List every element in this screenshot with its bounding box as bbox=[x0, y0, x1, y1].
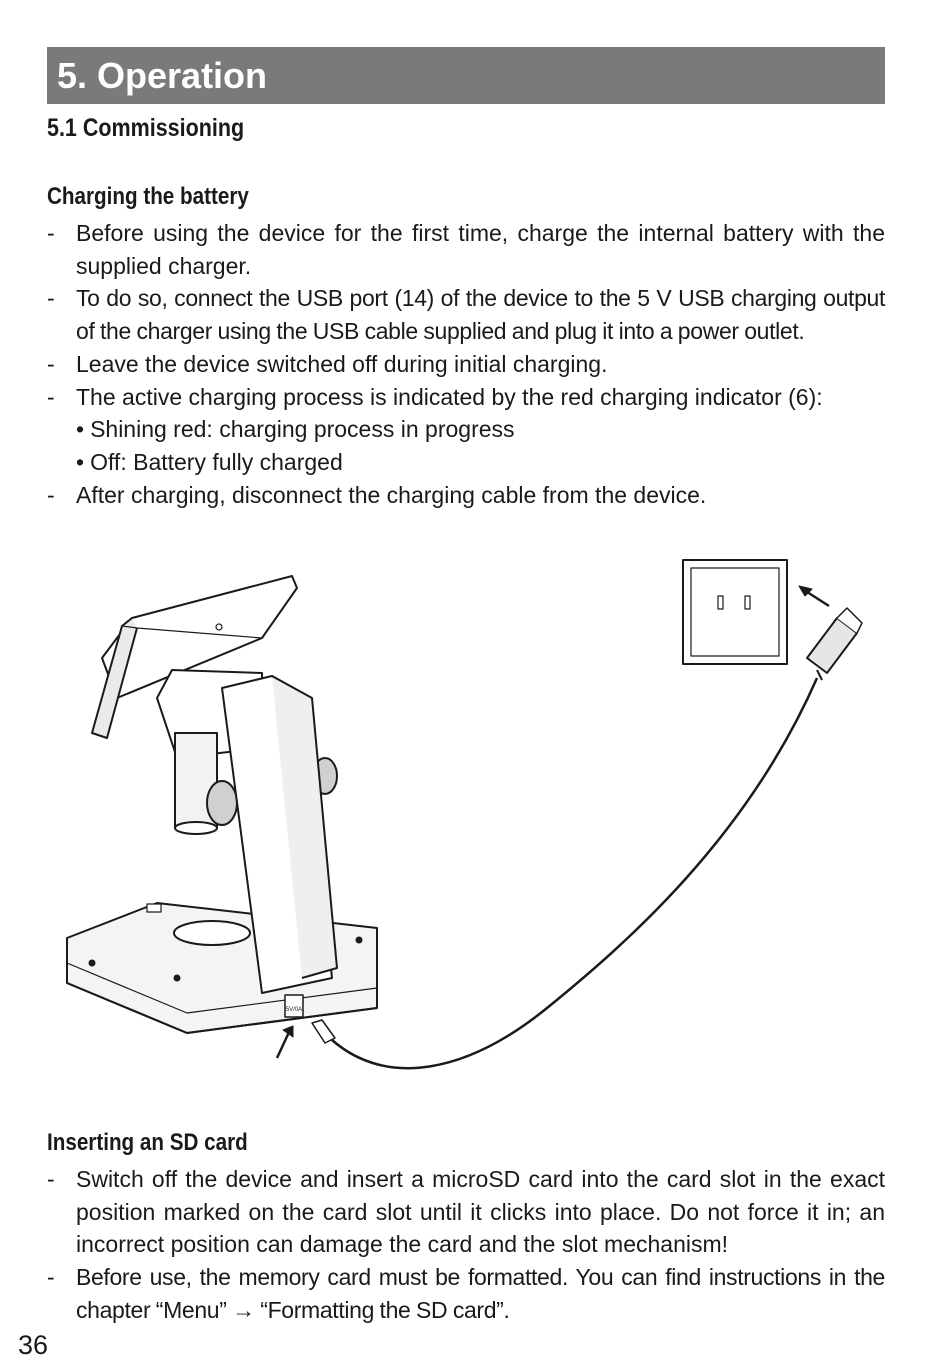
usb-cable-icon bbox=[312, 1020, 335, 1043]
dash-mark: - bbox=[47, 1264, 55, 1291]
dash-mark: - bbox=[47, 481, 55, 508]
list-item bbox=[47, 479, 885, 512]
charger-adapter-icon bbox=[807, 608, 862, 680]
charging-list bbox=[47, 217, 885, 511]
bullet-mark: • bbox=[76, 416, 85, 443]
bullet-text: Off: Battery fully charged bbox=[90, 448, 343, 475]
bullet-text: Shining red: charging process in progress bbox=[90, 416, 515, 443]
list-item-text: To do so, connect the USB port (14) of the device to the 5 V USB charging output of the charger using the USB cable supplied and plug it into a power outlet. bbox=[76, 285, 885, 345]
list-item bbox=[47, 217, 885, 282]
charging-illustration bbox=[47, 548, 885, 1088]
list-item-text: Leave the device switched off during initial charging. bbox=[76, 350, 608, 377]
dash-mark: - bbox=[47, 350, 55, 377]
list-item-text: Before use, the memory card must be formatted. You can find instructions in the chapter “Menu” → “Formatting the SD card”. bbox=[76, 1264, 885, 1323]
port-label: 5V/0A bbox=[285, 1007, 303, 1013]
section-title: 5. Operation bbox=[57, 55, 268, 96]
bullet-item bbox=[47, 446, 885, 479]
section-header-band bbox=[47, 47, 885, 104]
microscope-illustration bbox=[47, 548, 885, 1088]
subsection-title: 5.1 Commissioning bbox=[47, 114, 245, 142]
list-item-text: The active charging process is indicated by the red charging indicator (6): bbox=[76, 383, 823, 410]
charging-heading: Charging the battery bbox=[47, 183, 249, 210]
wall-socket-icon bbox=[683, 560, 787, 664]
dash-mark: - bbox=[47, 383, 55, 410]
list-item bbox=[47, 1261, 885, 1326]
bullet-mark: • bbox=[76, 448, 85, 475]
list-item-text: Before using the device for the first time, charge the internal battery with the supplied charger. bbox=[76, 220, 885, 279]
page-number: 36 bbox=[18, 1330, 49, 1360]
arrow-icon bbox=[277, 1030, 290, 1058]
sdcard-list bbox=[47, 1163, 885, 1327]
list-item bbox=[47, 1163, 885, 1261]
sdcard-heading: Inserting an SD card bbox=[47, 1129, 248, 1156]
list-item-text: After charging, disconnect the charging cable from the device. bbox=[76, 481, 707, 508]
list-item bbox=[47, 348, 885, 381]
list-item bbox=[47, 282, 885, 347]
bullet-item bbox=[47, 413, 885, 446]
list-item-text: Switch off the device and insert a microSD card into the card slot in the exact position marked on the card slot until it clicks into place. Do not force it in; an incorrect position can damage the card and the slot mechanism! bbox=[76, 1166, 885, 1258]
dash-mark: - bbox=[47, 285, 55, 312]
dash-mark: - bbox=[47, 220, 55, 246]
dash-mark: - bbox=[47, 1166, 55, 1192]
list-item bbox=[47, 381, 885, 414]
